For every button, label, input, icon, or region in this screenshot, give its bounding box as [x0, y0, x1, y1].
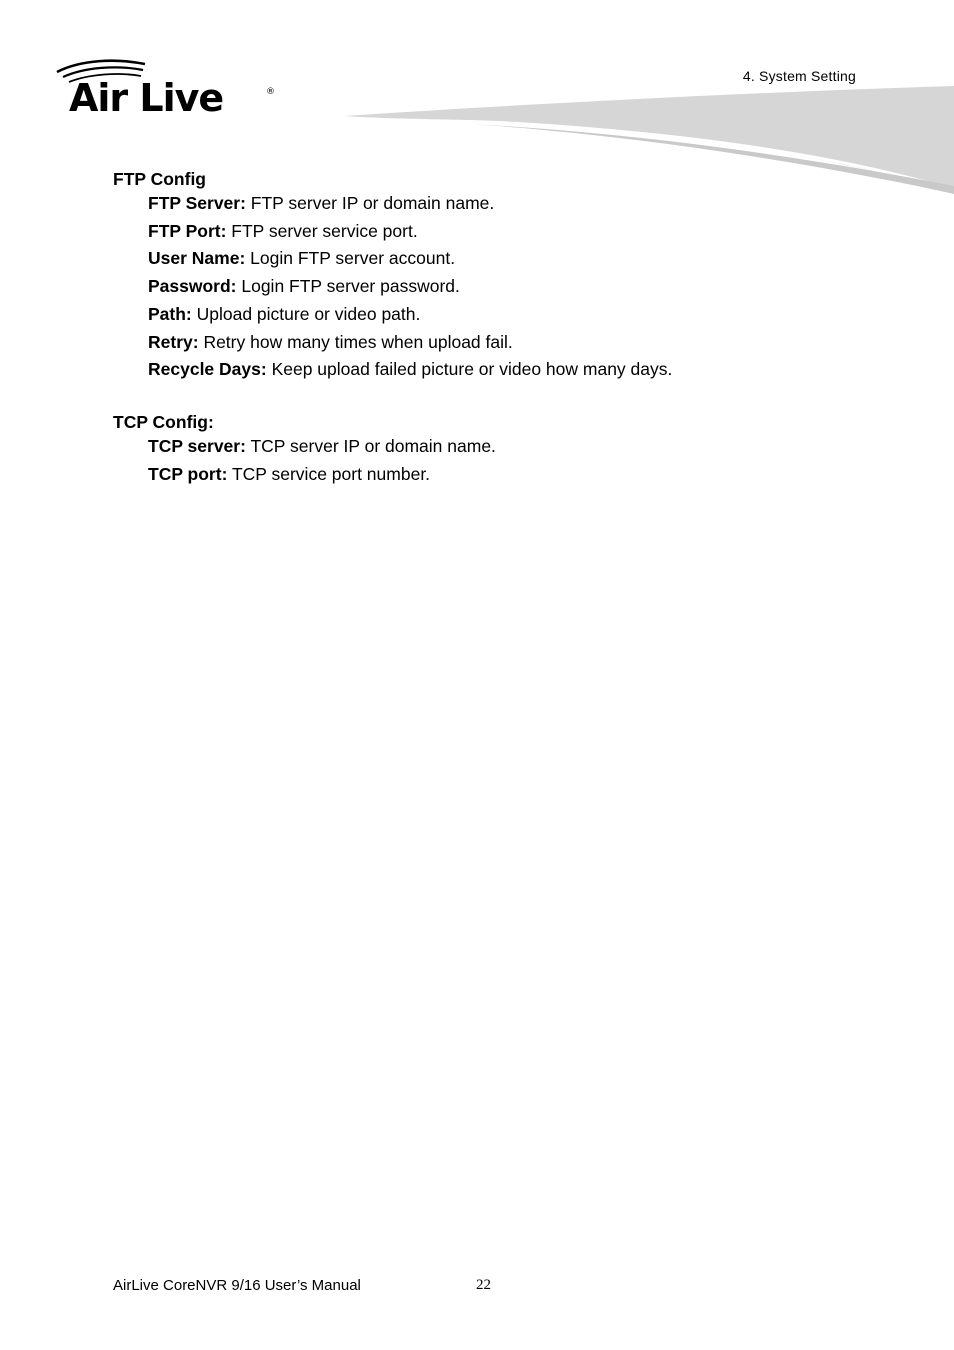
item-description: TCP service port number. [227, 463, 431, 484]
recycle-days-item [148, 356, 873, 384]
section-spacer [113, 384, 873, 411]
tcp-port-item [148, 461, 873, 489]
item-term: Retry: [148, 331, 199, 352]
item-description: Keep upload failed picture or video how many days. [266, 359, 673, 380]
path-item [148, 301, 873, 329]
ftp-server-item [148, 190, 873, 218]
item-description: TCP server IP or domain name. [245, 435, 496, 456]
item-term: FTP Port: [148, 220, 227, 241]
user-name-item [148, 245, 873, 273]
footer-page-number: 22 [476, 1277, 491, 1293]
airlive-logo [55, 58, 285, 124]
item-description: Upload picture or video path. [191, 303, 421, 324]
item-description: FTP server IP or domain name. [245, 193, 495, 213]
item-term: TCP port: [148, 463, 228, 484]
item-description: Login FTP server password. [236, 276, 460, 297]
item-term: Recycle Days: [148, 359, 267, 380]
chapter-label: 4. System Setting [742, 68, 856, 84]
item-term: Path: [148, 303, 192, 324]
item-term: User Name: [148, 248, 246, 269]
section-heading-tcp-config: TCP Config: [113, 411, 214, 432]
retry-item [148, 329, 873, 357]
password-item [148, 273, 873, 301]
page-content [113, 168, 873, 488]
item-term: TCP server: [148, 435, 246, 456]
section-heading-ftp-config: FTP Config [113, 169, 206, 189]
item-description: Retry how many times when upload fail. [198, 331, 513, 352]
ftp-port-item [148, 218, 873, 246]
footer-manual-title: AirLive CoreNVR 9/16 User’s Manual [113, 1277, 361, 1294]
item-term: Password: [148, 276, 237, 297]
tcp-server-item [148, 433, 873, 461]
logo-wordmark: Air Live [69, 76, 224, 120]
item-description: FTP server service port. [226, 220, 418, 241]
registered-mark: ® [266, 87, 275, 97]
item-description: Login FTP server account. [245, 248, 456, 269]
item-term: FTP Server: [148, 193, 246, 213]
